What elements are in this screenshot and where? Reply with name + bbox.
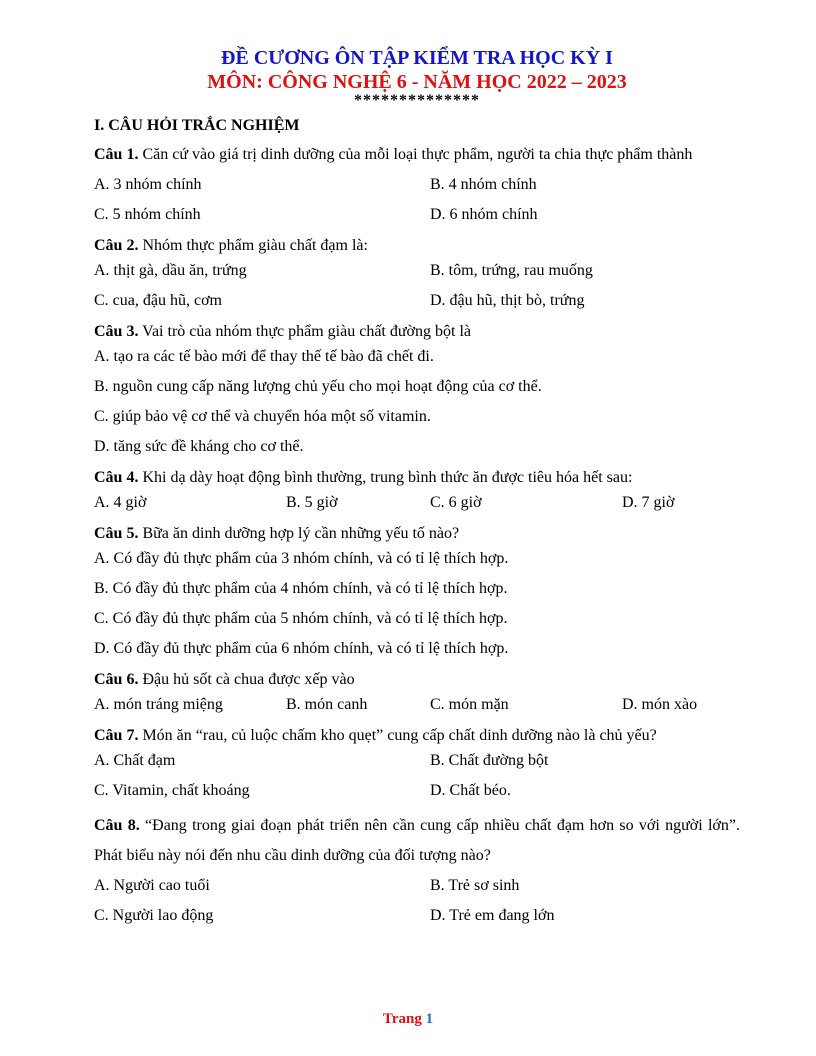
option-c: C. món mặn: [430, 696, 509, 713]
question-label: Câu 8.: [94, 817, 140, 834]
question-label: Câu 4.: [94, 469, 139, 486]
option-c: C. Người lao động: [94, 907, 214, 924]
options-row: [94, 493, 740, 513]
question-text: Nhóm thực phẩm giàu chất đạm là:: [138, 237, 368, 254]
document-subtitle: MÔN: CÔNG NGHỆ 6 - NĂM HỌC 2022 – 2023: [207, 71, 627, 93]
question-text: Căn cứ vào giá trị dinh dưỡng của mỗi loại thực phẩm, người ta chia thực phẩm thành: [138, 146, 693, 163]
page-number: 1: [425, 1011, 434, 1027]
question-label: Câu 6.: [94, 671, 139, 688]
question-text: Vai trò của nhóm thực phẩm giàu chất đường bột là: [138, 323, 471, 340]
question-text: Đậu hủ sốt cà chua được xếp vào: [138, 671, 355, 688]
option-a: A. tạo ra các tế bào mới để thay thế tế bào đã chết đi.: [94, 348, 434, 365]
question-text: Món ăn “rau, củ luộc chấm kho quẹt” cung cấp chất dinh dưỡng nào là chủ yếu?: [138, 727, 657, 744]
question-label: Câu 5.: [94, 525, 139, 542]
options-row: [94, 261, 740, 281]
question-8: [94, 811, 740, 871]
options-row: [94, 695, 740, 715]
document-page: [94, 46, 740, 936]
question-label: Câu 2.: [94, 237, 139, 254]
options-row: [94, 205, 740, 225]
option-b: B. nguồn cung cấp năng lượng chủ yếu cho mọi hoạt động của cơ thể.: [94, 378, 542, 395]
title-separator: **************: [354, 92, 480, 109]
question-6: [94, 669, 740, 690]
option-a: A. Người cao tuổi: [94, 877, 210, 894]
option-b: B. tôm, trứng, rau muống: [430, 262, 593, 279]
options-row: [94, 175, 740, 195]
option-d: D. Chất béo.: [430, 782, 511, 799]
option-b: B. 4 nhóm chính: [430, 176, 537, 193]
option-d: D. 6 nhóm chính: [430, 206, 538, 223]
option-d: D. Trẻ em đang lớn: [430, 907, 555, 924]
option-b: B. Trẻ sơ sinh: [430, 877, 520, 894]
section-title: I. CÂU HỎI TRẮC NGHIỆM: [94, 117, 300, 134]
question-4: [94, 467, 740, 488]
option-c: C. 6 giờ: [430, 494, 482, 511]
option-d: D. tăng sức đề kháng cho cơ thể.: [94, 438, 304, 455]
option-a: A. món tráng miệng: [94, 696, 223, 713]
option-c: C. 5 nhóm chính: [94, 206, 201, 223]
question-3: [94, 321, 740, 342]
options-row: [94, 291, 740, 311]
option-d: D. Có đầy đủ thực phẩm của 6 nhóm chính, và có tỉ lệ thích hợp.: [94, 640, 509, 657]
question-5: [94, 523, 740, 544]
option-a: A. thịt gà, dầu ăn, trứng: [94, 262, 247, 279]
option-b: B. 5 giờ: [286, 494, 338, 511]
option-b: B. Có đầy đủ thực phẩm của 4 nhóm chính, và có tỉ lệ thích hợp.: [94, 580, 508, 597]
option-c: C. cua, đậu hũ, cơm: [94, 292, 222, 309]
option-d: D. món xào: [622, 696, 698, 713]
option-c: C. Có đầy đủ thực phẩm của 5 nhóm chính, và có tỉ lệ thích hợp.: [94, 610, 508, 627]
question-label: Câu 3.: [94, 323, 139, 340]
option-d: D. đậu hũ, thịt bò, trứng: [430, 292, 585, 309]
question-label: Câu 7.: [94, 727, 139, 744]
option-c: C. Vitamin, chất khoáng: [94, 782, 250, 799]
question-7: [94, 725, 740, 746]
question-1: [94, 144, 740, 165]
question-text: “Đang trong giai đoạn phát triển nên cần cung cấp nhiều chất đạm hơn so với người lớn”. Phát biểu này nói đến nhu cầu dinh dưỡng của đối tượng nào?: [94, 817, 740, 864]
options-row: [94, 751, 740, 771]
question-text: Bữa ăn dinh dưỡng hợp lý cần những yếu tố nào?: [138, 525, 460, 542]
option-b: B. món canh: [286, 696, 368, 713]
question-2: [94, 235, 740, 256]
options-row: [94, 906, 740, 926]
option-b: B. Chất đường bột: [430, 752, 549, 769]
document-title: ĐỀ CƯƠNG ÔN TẬP KIỂM TRA HỌC KỲ I: [221, 47, 613, 69]
options-row: [94, 781, 740, 801]
option-d: D. 7 giờ: [622, 494, 675, 511]
options-row: [94, 876, 740, 896]
question-label: Câu 1.: [94, 146, 139, 163]
option-a: A. Có đầy đủ thực phẩm của 3 nhóm chính, và có tỉ lệ thích hợp.: [94, 550, 509, 567]
option-a: A. Chất đạm: [94, 752, 176, 769]
option-a: A. 4 giờ: [94, 494, 147, 511]
page-footer: [0, 1011, 816, 1028]
question-text: Khi dạ dày hoạt động bình thường, trung bình thức ăn được tiêu hóa hết sau:: [138, 469, 633, 486]
page-label: Trang: [382, 1011, 426, 1027]
option-c: C. giúp bảo vệ cơ thể và chuyển hóa một số vitamin.: [94, 408, 431, 425]
option-a: A. 3 nhóm chính: [94, 176, 202, 193]
